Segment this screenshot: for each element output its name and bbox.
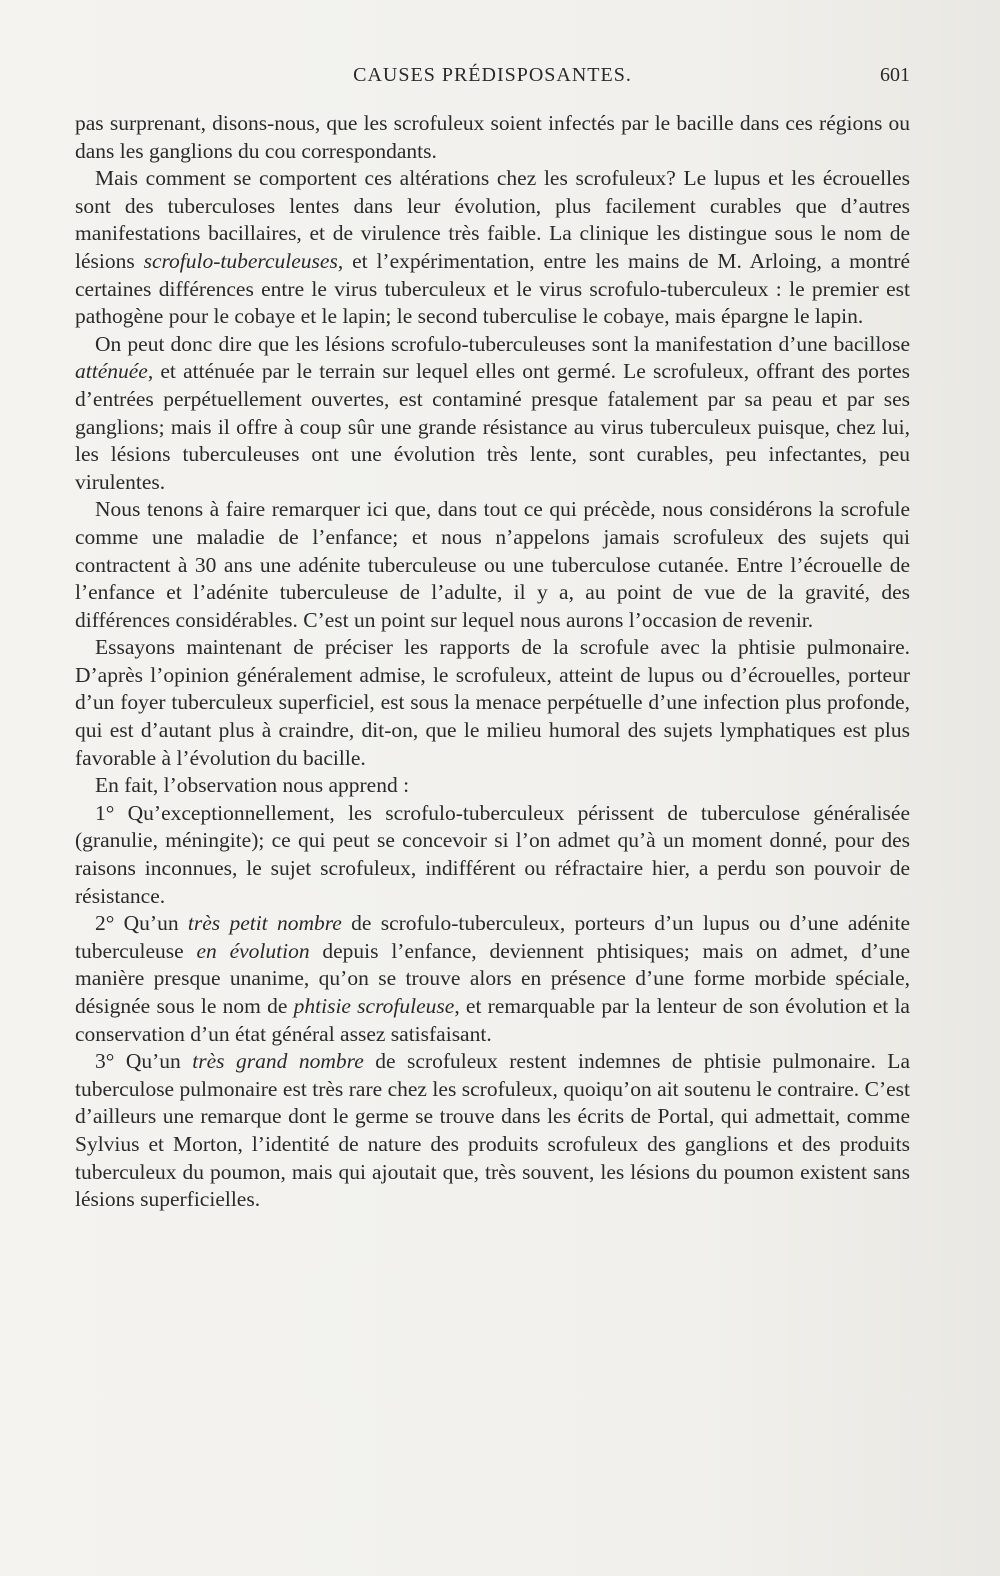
- text-run: , et remarquable par la lenteur de son évolution et la conservation d’un état général assez satisfaisant.: [75, 994, 910, 1046]
- text-run: 2° Qu’un: [95, 911, 188, 936]
- italic-text: en évolution: [196, 938, 310, 963]
- italic-text: très petit nombre: [187, 911, 342, 936]
- text-run: depuis l’enfance, deviennent phtisiques; mais on admet, d’une manière presque unanime, qu’on se trouve alors en présence d’une forme morbide spéciale, désignée sous le nom de: [75, 938, 910, 1018]
- italic-text: scrofulo-tuberculeuses: [143, 248, 338, 273]
- paragraph: [75, 800, 910, 910]
- italic-text: phtisie scrofuleuse: [293, 994, 455, 1018]
- text-run: 1° Qu’exceptionnellement, les scrofulo-tuberculeux périssent de tuberculose généralisée (granulie, méningite); ce qui peut se concevoir si l’on admet qu’à un moment donné, pour des raisons inconnues, le sujet scrofuleux, indifférent ou réfractaire hier, a perdu son pouvoir de résistance.: [75, 800, 910, 908]
- paragraph: [75, 772, 910, 800]
- text-run: , et l’expérimentation, entre les mains de M. Arloing, a montré certaines différences entre le virus tuberculeux et le virus scrofulo-tuberculeux : le premier est pathogène pour le cobaye et le lapin; le second tuberculise le cobaye, mais épargne le lapin.: [75, 248, 910, 329]
- text-run: En fait, l’observation nous apprend :: [95, 773, 410, 798]
- italic-text: très grand nombre: [192, 1049, 364, 1074]
- paragraph: [75, 331, 910, 497]
- text-run: de scrofulo-tuberculeux, porteurs d’un lupus ou d’une adénite tuberculeuse: [75, 911, 910, 963]
- paragraph: [75, 165, 910, 331]
- paragraph: [75, 496, 910, 634]
- paragraph: [75, 634, 910, 772]
- paragraph: [75, 1048, 910, 1214]
- text-run: de scrofuleux restent indemnes de phtisie pulmonaire. La tuberculose pulmonaire est très rare chez les scrofuleux, quoiqu’on ait soutenu le contraire. C’est d’ailleurs une remarque dont le germe se trouve dans les écrits de Portal, qui admettait, comme Sylvius et Morton, l’identité de nature des produits scrofuleux des ganglions et des produits tuberculeux du poumon, mais qui ajoutait que, très souvent, les lésions du poumon existent sans lésions superficielles.: [75, 1049, 910, 1212]
- text-run: Mais comment se comportent ces altérations chez les scrofuleux? Le lupus et les écrouelles sont des tuberculoses lentes dans leur évolution, plus facilement curables que d’autres manifestations bacillaires, et de virulence très faible. La clinique les distingue sous le nom de lésions: [75, 166, 910, 273]
- italic-text: atténuée: [75, 359, 148, 384]
- paragraph: [75, 910, 910, 1048]
- page-header: [75, 64, 910, 104]
- text-run: , et atténuée par le terrain sur lequel elles ont germé. Le scrofuleux, offrant des portes d’entrées perpétuellement ouvertes, est contaminé presque fatalement par sa peau et par ses ganglions; mais il offre à coup sûr une grande résistance au virus tuberculeux puisque, chez lui, les lésions tuberculeuses ont une évolution très lente, sont curables, peu infectantes, peu virulentes.: [75, 359, 910, 494]
- text-run: pas surprenant, disons-nous, que les scrofuleux soient infectés par le bacille dans ces régions ou dans les ganglions du cou correspondants.: [75, 111, 910, 163]
- text-run: Essayons maintenant de préciser les rapports de la scrofule avec la phtisie pulmonaire. D’après l’opinion généralement admise, le scrofuleux, atteint de lupus ou d’écrouelles, porteur d’un foyer tuberculeux superficiel, est sous la menace perpétuelle d’une infection plus profonde, qui est d’autant plus à craindre, dit-on, que le milieu humoral des sujets lymphatiques est plus favorable à l’évolution du bacille.: [75, 635, 910, 770]
- body-text: [75, 110, 910, 1214]
- running-head: CAUSES PRÉDISPOSANTES.: [353, 64, 632, 86]
- text-run: Nous tenons à faire remarquer ici que, dans tout ce qui précède, nous considérons la scrofule comme une maladie de l’enfance; et nous n’appelons jamais scrofuleux des sujets qui contractent à 30 ans une adénite tuberculeuse ou une tuberculose cutanée. Entre l’écrouelle de l’enfance et l’adénite tuberculeuse de l’adulte, il y a, au point de vue de la gravité, des différences considérables. C’est un point sur lequel nous aurons l’occasion de revenir.: [75, 497, 910, 632]
- page-number: 601: [880, 64, 910, 86]
- paragraph: [75, 110, 910, 165]
- text-run: 3° Qu’un: [95, 1049, 193, 1074]
- text-run: On peut donc dire que les lésions scrofulo-tuberculeuses sont la manifestation d’une bacillose: [95, 331, 910, 356]
